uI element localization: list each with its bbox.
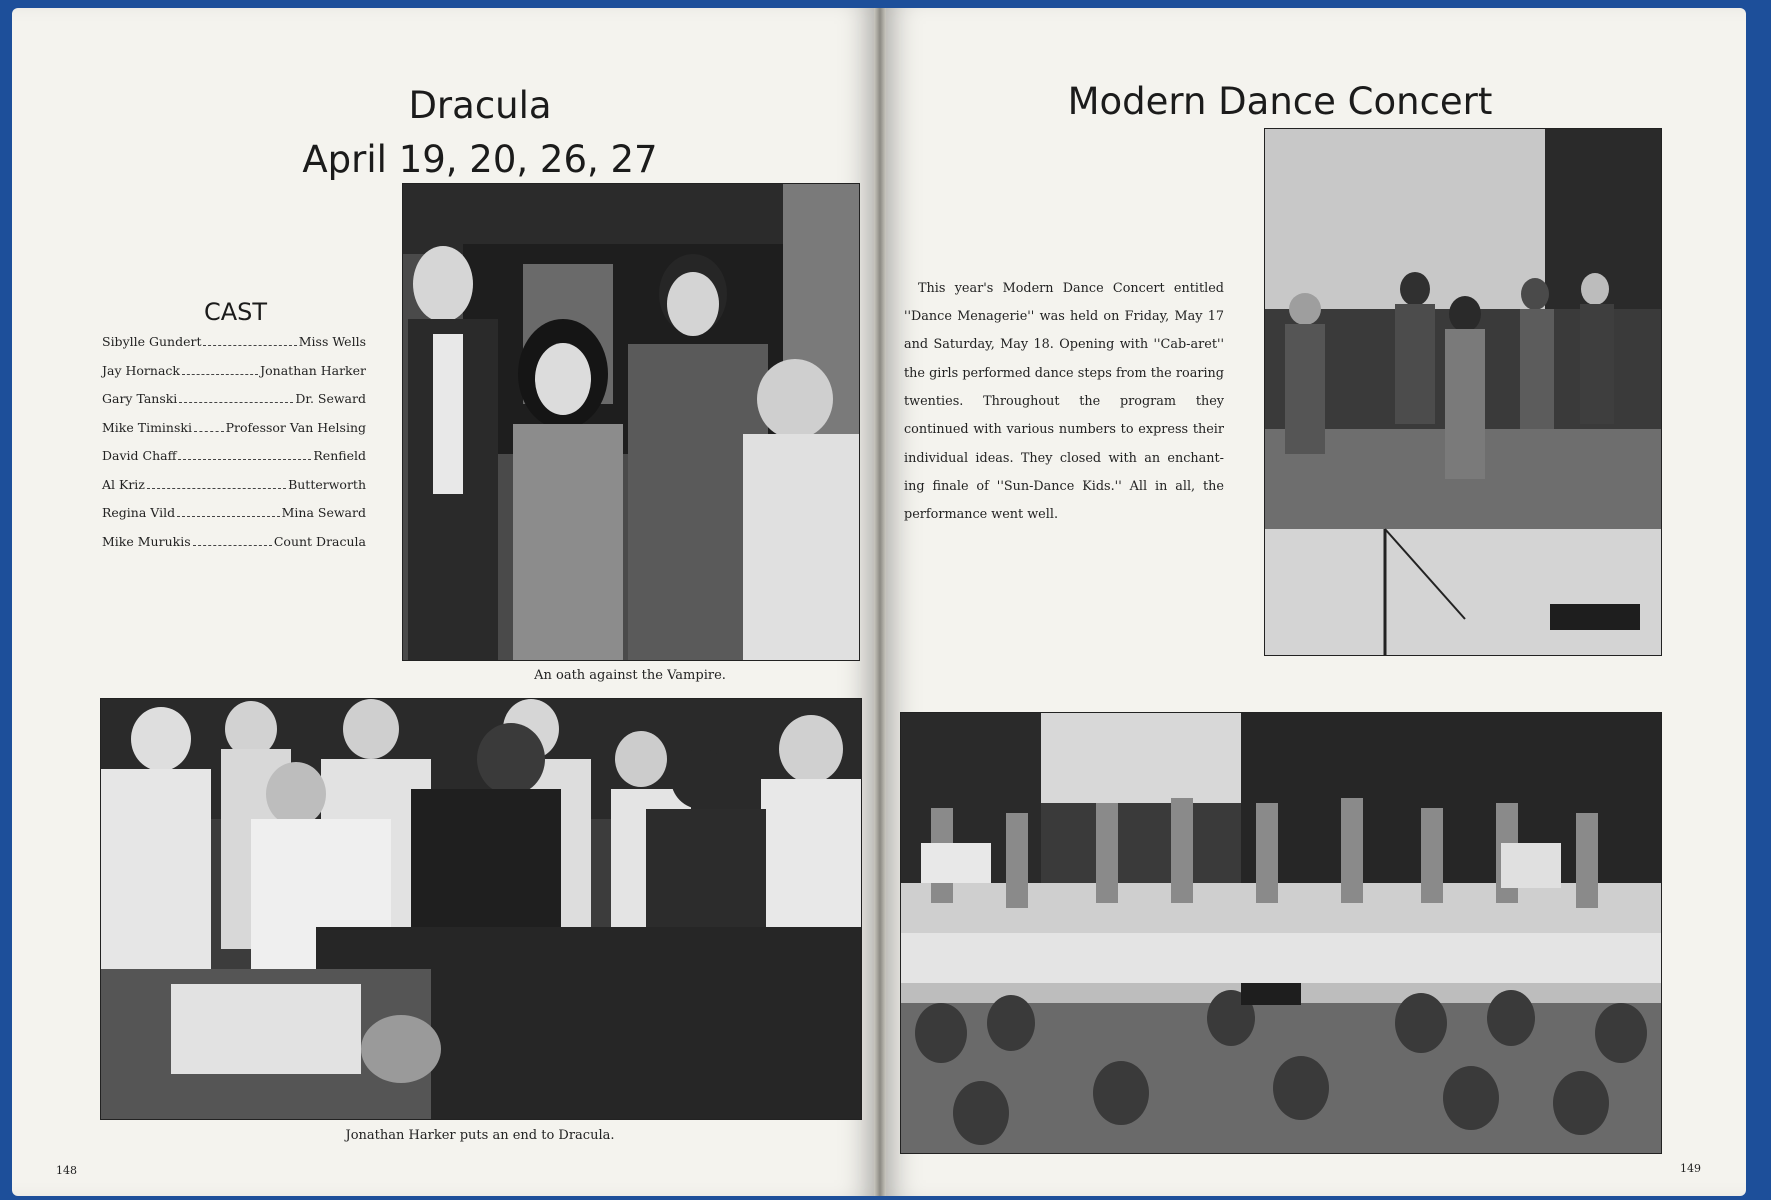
page-number-149: 149 bbox=[1680, 1162, 1701, 1175]
dracula-dates: April 19, 20, 26, 27 bbox=[302, 138, 658, 181]
cast-entry bbox=[102, 420, 366, 449]
dash-leader bbox=[179, 402, 293, 403]
photo-stake-svg bbox=[101, 699, 861, 1119]
photo-dance-line-audience bbox=[900, 712, 1662, 1154]
photo-audience-svg bbox=[901, 713, 1661, 1153]
cast-entry bbox=[102, 534, 366, 563]
cast-role: Butterworth bbox=[288, 476, 366, 492]
photo-oath-against-vampire bbox=[402, 183, 860, 661]
photo-harker-ends-dracula bbox=[100, 698, 862, 1120]
cast-actor: Mike Murukis bbox=[102, 533, 191, 549]
dash-leader bbox=[203, 345, 296, 346]
caption-oath: An oath against the Vampire. bbox=[534, 668, 726, 683]
cast-actor: Gary Tanski bbox=[102, 391, 178, 406]
cast-role: Jonathan Harker bbox=[260, 362, 366, 378]
cast-entry bbox=[102, 448, 366, 477]
cast-list bbox=[102, 334, 366, 562]
modern-dance-title: Modern Dance Concert bbox=[1067, 80, 1493, 123]
dash-leader bbox=[177, 516, 280, 517]
photo-dancers-stage bbox=[1264, 128, 1662, 656]
cast-role: Professor Van Helsing bbox=[225, 419, 366, 435]
dash-leader bbox=[194, 431, 224, 432]
dash-leader bbox=[182, 374, 258, 375]
cast-entry bbox=[102, 391, 366, 420]
cast-actor: Sibylle Gundert bbox=[102, 334, 202, 349]
cast-actor: Mike Timinski bbox=[102, 419, 192, 435]
cast-entry bbox=[102, 477, 366, 506]
dracula-title: Dracula bbox=[408, 84, 552, 127]
cast-role: Count Dracula bbox=[273, 533, 366, 549]
dash-leader bbox=[147, 488, 286, 489]
cast-role: Miss Wells bbox=[298, 334, 366, 349]
dash-leader bbox=[178, 459, 311, 460]
cast-entry bbox=[102, 334, 366, 363]
dance-story-text: This year's Modern Dance Concert entitled ''Dance Menagerie'' was held on Friday, May 17 and Saturday, May 18. Opening with ''Cab-aret'' the girls performed dance steps from the roaring twenties. Throughout the program they continued with various numbers to express their individual ideas. They closed with an enchant-ing finale of ''Sun-Dance Kids.'' All in all, the performance went well. bbox=[904, 280, 1224, 523]
cast-role: Renfield bbox=[313, 448, 366, 463]
cast-heading: CAST bbox=[204, 298, 268, 326]
cast-role: Mina Seward bbox=[281, 505, 366, 520]
cast-role: Dr. Seward bbox=[295, 391, 366, 406]
cast-actor: Regina Vild bbox=[102, 505, 176, 520]
caption-harker: Jonathan Harker puts an end to Dracula. bbox=[345, 1128, 615, 1143]
page-number-148: 148 bbox=[56, 1164, 77, 1177]
cast-entry bbox=[102, 363, 366, 392]
photo-dancers-svg bbox=[1265, 129, 1661, 655]
book-gutter bbox=[874, 8, 886, 1196]
cast-actor: Al Kriz bbox=[102, 476, 145, 492]
dash-leader bbox=[193, 545, 272, 546]
cast-actor: Jay Hornack bbox=[102, 362, 180, 378]
cast-entry bbox=[102, 505, 366, 534]
cast-actor: David Chaff bbox=[102, 448, 177, 463]
photo-cast-svg bbox=[403, 184, 859, 660]
